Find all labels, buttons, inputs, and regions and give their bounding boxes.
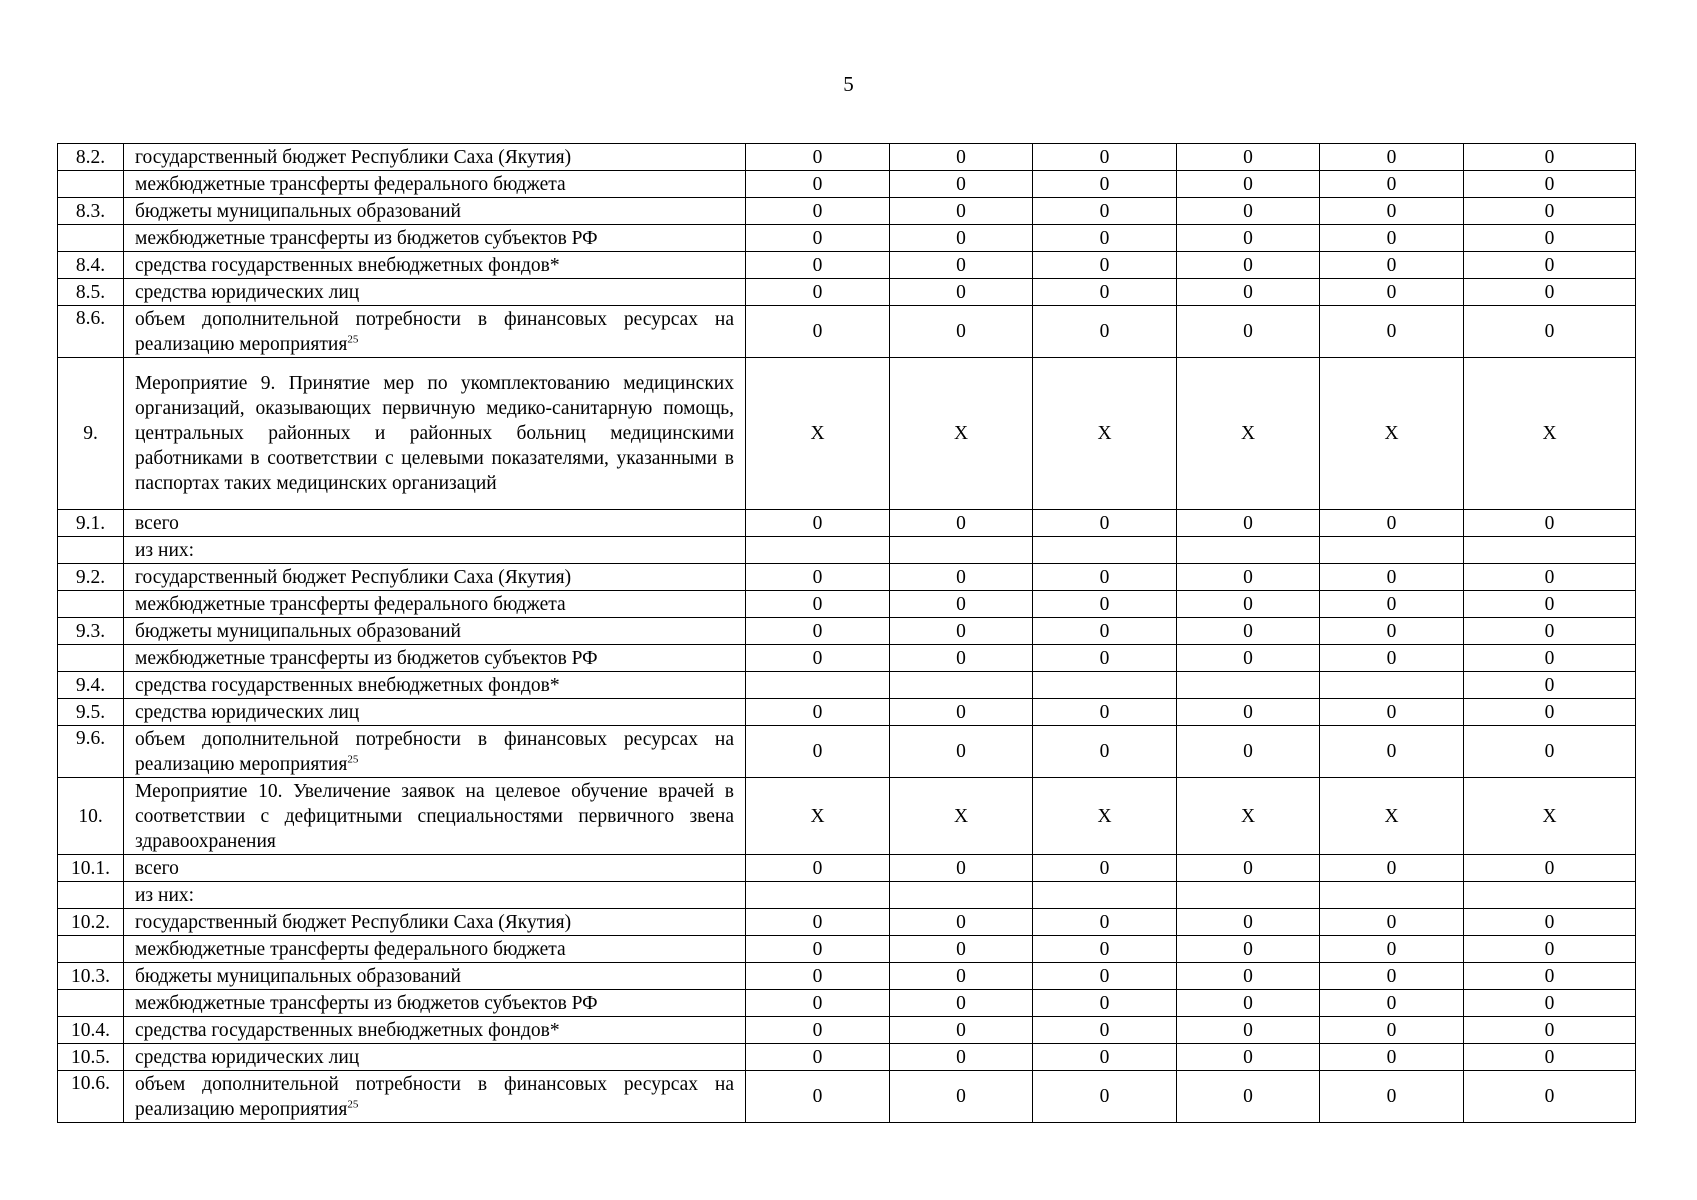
- row-number: 9.5.: [58, 699, 124, 726]
- value-cell: 0: [890, 1017, 1033, 1044]
- value-cell: 0: [890, 306, 1033, 358]
- value-cell: 0: [1464, 618, 1636, 645]
- value-cell: Х: [1033, 778, 1177, 855]
- value-cell: 0: [1033, 618, 1177, 645]
- value-cell: 0: [1464, 144, 1636, 171]
- value-cell: [1177, 537, 1320, 564]
- value-cell: 0: [1177, 1071, 1320, 1123]
- value-cell: 0: [1320, 591, 1464, 618]
- row-label: [124, 726, 746, 778]
- value-cell: [1464, 537, 1636, 564]
- value-cell: [1320, 672, 1464, 699]
- value-cell: 0: [746, 618, 890, 645]
- row-number: [58, 171, 124, 198]
- value-cell: 0: [1177, 306, 1320, 358]
- value-cell: 0: [746, 645, 890, 672]
- value-cell: 0: [1320, 306, 1464, 358]
- value-cell: 0: [746, 909, 890, 936]
- table-row: [58, 936, 1636, 963]
- value-cell: 0: [1177, 144, 1320, 171]
- footnote-marker: 25: [347, 333, 359, 345]
- value-cell: 0: [890, 252, 1033, 279]
- value-cell: 0: [746, 1017, 890, 1044]
- value-cell: 0: [1033, 936, 1177, 963]
- value-cell: 0: [1320, 1017, 1464, 1044]
- value-cell: Х: [1464, 358, 1636, 510]
- value-cell: 0: [1464, 171, 1636, 198]
- value-cell: 0: [890, 909, 1033, 936]
- row-label: [124, 882, 746, 909]
- value-cell: 0: [746, 306, 890, 358]
- row-label: [124, 855, 746, 882]
- value-cell: 0: [746, 279, 890, 306]
- value-cell: 0: [1320, 171, 1464, 198]
- row-label-text: объем дополнительной потребности в финансовых ресурсах на реализацию мероприятия: [135, 728, 734, 775]
- value-cell: [1033, 882, 1177, 909]
- value-cell: 0: [746, 171, 890, 198]
- row-label: [124, 537, 746, 564]
- value-cell: 0: [1320, 252, 1464, 279]
- row-number: 8.5.: [58, 279, 124, 306]
- value-cell: Х: [890, 778, 1033, 855]
- value-cell: 0: [1033, 645, 1177, 672]
- row-number: 8.3.: [58, 198, 124, 225]
- value-cell: 0: [1033, 564, 1177, 591]
- row-label: [124, 909, 746, 936]
- value-cell: 0: [1464, 198, 1636, 225]
- value-cell: 0: [1177, 726, 1320, 778]
- value-cell: 0: [1464, 963, 1636, 990]
- row-number: 9.3.: [58, 618, 124, 645]
- row-label-text: объем дополнительной потребности в финансовых ресурсах на реализацию мероприятия: [135, 308, 734, 355]
- value-cell: 0: [1320, 144, 1464, 171]
- page-number: 5: [843, 72, 854, 96]
- value-cell: 0: [890, 1044, 1033, 1071]
- footnote-marker: 25: [347, 753, 359, 765]
- value-cell: 0: [1033, 1017, 1177, 1044]
- value-cell: 0: [1033, 726, 1177, 778]
- row-label: [124, 618, 746, 645]
- table-row: [58, 1071, 1636, 1123]
- row-label-text: средства юридических лиц: [135, 281, 360, 303]
- row-label-text: государственный бюджет Республики Саха (Якутия): [135, 146, 572, 168]
- row-label-text: средства государственных внебюджетных фондов*: [135, 254, 560, 276]
- table-row: [58, 144, 1636, 171]
- value-cell: 0: [1464, 855, 1636, 882]
- value-cell: [1320, 882, 1464, 909]
- row-number: 10.: [58, 778, 124, 855]
- row-label: [124, 279, 746, 306]
- row-label-text: межбюджетные трансферты федерального бюджета: [135, 938, 566, 960]
- value-cell: 0: [1320, 279, 1464, 306]
- row-label: [124, 144, 746, 171]
- value-cell: 0: [890, 225, 1033, 252]
- row-label-text: межбюджетные трансферты из бюджетов субъектов РФ: [135, 992, 598, 1014]
- table-body: [58, 144, 1636, 1123]
- value-cell: 0: [1464, 909, 1636, 936]
- row-label-text: объем дополнительной потребности в финансовых ресурсах на реализацию мероприятия: [135, 1073, 734, 1120]
- value-cell: 0: [1033, 252, 1177, 279]
- table-row: [58, 778, 1636, 855]
- value-cell: [1320, 537, 1464, 564]
- row-number: 9.6.: [58, 726, 124, 778]
- value-cell: 0: [746, 990, 890, 1017]
- row-number: [58, 591, 124, 618]
- row-number: [58, 537, 124, 564]
- value-cell: 0: [890, 936, 1033, 963]
- value-cell: 0: [1033, 963, 1177, 990]
- table-row: [58, 591, 1636, 618]
- value-cell: 0: [1033, 171, 1177, 198]
- value-cell: 0: [1177, 591, 1320, 618]
- value-cell: 0: [1177, 279, 1320, 306]
- value-cell: 0: [1033, 990, 1177, 1017]
- value-cell: Х: [1464, 778, 1636, 855]
- row-label: [124, 591, 746, 618]
- value-cell: 0: [1464, 726, 1636, 778]
- row-label-text: государственный бюджет Республики Саха (Якутия): [135, 566, 572, 588]
- value-cell: 0: [1464, 1071, 1636, 1123]
- value-cell: Х: [746, 778, 890, 855]
- row-number: 9.: [58, 358, 124, 510]
- value-cell: 0: [1320, 1071, 1464, 1123]
- value-cell: 0: [1177, 618, 1320, 645]
- row-label: [124, 358, 746, 510]
- row-label: [124, 306, 746, 358]
- table-row: [58, 252, 1636, 279]
- value-cell: 0: [746, 963, 890, 990]
- value-cell: 0: [1177, 1044, 1320, 1071]
- value-cell: 0: [1033, 144, 1177, 171]
- table-row: [58, 1044, 1636, 1071]
- value-cell: [1033, 537, 1177, 564]
- value-cell: 0: [1464, 936, 1636, 963]
- row-label-text: межбюджетные трансферты из бюджетов субъектов РФ: [135, 227, 598, 249]
- table-row: [58, 306, 1636, 358]
- table-row: [58, 225, 1636, 252]
- value-cell: [1033, 672, 1177, 699]
- value-cell: [1464, 882, 1636, 909]
- value-cell: 0: [1320, 645, 1464, 672]
- row-label-text: государственный бюджет Республики Саха (Якутия): [135, 911, 572, 933]
- value-cell: 0: [1320, 990, 1464, 1017]
- row-number: [58, 645, 124, 672]
- value-cell: 0: [890, 144, 1033, 171]
- row-number: 8.6.: [58, 306, 124, 358]
- row-number: 10.4.: [58, 1017, 124, 1044]
- value-cell: 0: [890, 279, 1033, 306]
- row-label: [124, 936, 746, 963]
- value-cell: 0: [746, 225, 890, 252]
- value-cell: Х: [1177, 358, 1320, 510]
- value-cell: 0: [1033, 306, 1177, 358]
- row-label-text: бюджеты муниципальных образований: [135, 200, 461, 222]
- row-number: 10.3.: [58, 963, 124, 990]
- footnote-marker: 25: [347, 1098, 359, 1110]
- value-cell: 0: [890, 855, 1033, 882]
- value-cell: 0: [1464, 672, 1636, 699]
- value-cell: 0: [1464, 1044, 1636, 1071]
- value-cell: Х: [1177, 778, 1320, 855]
- row-label-text: всего: [135, 512, 179, 534]
- value-cell: 0: [1177, 1017, 1320, 1044]
- value-cell: 0: [1177, 645, 1320, 672]
- table-row: [58, 564, 1636, 591]
- table-row: [58, 279, 1636, 306]
- row-label: [124, 778, 746, 855]
- value-cell: 0: [746, 144, 890, 171]
- row-label-text: средства юридических лиц: [135, 1046, 360, 1068]
- value-cell: 0: [1177, 252, 1320, 279]
- row-label: [124, 510, 746, 537]
- value-cell: [890, 672, 1033, 699]
- value-cell: 0: [890, 198, 1033, 225]
- value-cell: 0: [890, 591, 1033, 618]
- row-label-text: из них:: [135, 539, 195, 561]
- row-number: 10.2.: [58, 909, 124, 936]
- value-cell: 0: [1320, 510, 1464, 537]
- value-cell: [890, 537, 1033, 564]
- value-cell: 0: [890, 699, 1033, 726]
- table-row: [58, 699, 1636, 726]
- value-cell: 0: [1033, 1071, 1177, 1123]
- value-cell: 0: [1320, 564, 1464, 591]
- value-cell: 0: [1033, 699, 1177, 726]
- value-cell: 0: [1177, 564, 1320, 591]
- value-cell: 0: [1177, 936, 1320, 963]
- row-label-text: межбюджетные трансферты федерального бюджета: [135, 173, 566, 195]
- value-cell: Х: [746, 358, 890, 510]
- value-cell: 0: [1320, 225, 1464, 252]
- value-cell: 0: [1464, 990, 1636, 1017]
- value-cell: Х: [1320, 358, 1464, 510]
- value-cell: 0: [746, 252, 890, 279]
- value-cell: 0: [1464, 699, 1636, 726]
- row-label: [124, 963, 746, 990]
- row-label-text: бюджеты муниципальных образований: [135, 965, 461, 987]
- value-cell: 0: [890, 564, 1033, 591]
- row-label: [124, 225, 746, 252]
- value-cell: 0: [1464, 306, 1636, 358]
- value-cell: Х: [890, 358, 1033, 510]
- value-cell: 0: [1320, 699, 1464, 726]
- value-cell: 0: [1320, 726, 1464, 778]
- value-cell: [746, 537, 890, 564]
- value-cell: 0: [746, 1044, 890, 1071]
- financing-table: [57, 143, 1636, 1123]
- value-cell: 0: [1464, 225, 1636, 252]
- table-row: [58, 672, 1636, 699]
- value-cell: 0: [890, 1071, 1033, 1123]
- value-cell: 0: [746, 855, 890, 882]
- value-cell: 0: [1177, 990, 1320, 1017]
- value-cell: [746, 882, 890, 909]
- value-cell: 0: [1464, 591, 1636, 618]
- value-cell: 0: [890, 645, 1033, 672]
- value-cell: 0: [1464, 564, 1636, 591]
- row-number: [58, 990, 124, 1017]
- table-row: [58, 510, 1636, 537]
- row-label-text: межбюджетные трансферты федерального бюджета: [135, 593, 566, 615]
- value-cell: 0: [1177, 963, 1320, 990]
- value-cell: 0: [1320, 963, 1464, 990]
- row-number: 9.2.: [58, 564, 124, 591]
- table-row: [58, 882, 1636, 909]
- table-row: [58, 358, 1636, 510]
- value-cell: 0: [1033, 591, 1177, 618]
- value-cell: 0: [890, 726, 1033, 778]
- row-label: [124, 564, 746, 591]
- row-label: [124, 699, 746, 726]
- value-cell: 0: [1464, 252, 1636, 279]
- value-cell: 0: [746, 1071, 890, 1123]
- value-cell: [746, 672, 890, 699]
- table-row: [58, 963, 1636, 990]
- row-number: 8.2.: [58, 144, 124, 171]
- value-cell: 0: [1033, 855, 1177, 882]
- value-cell: 0: [1464, 1017, 1636, 1044]
- row-label: [124, 171, 746, 198]
- row-label-text: средства государственных внебюджетных фондов*: [135, 1019, 560, 1041]
- row-label: [124, 252, 746, 279]
- value-cell: 0: [890, 990, 1033, 1017]
- row-label-text: межбюджетные трансферты из бюджетов субъектов РФ: [135, 647, 598, 669]
- row-number: [58, 882, 124, 909]
- value-cell: 0: [1033, 510, 1177, 537]
- value-cell: [890, 882, 1033, 909]
- value-cell: 0: [1464, 279, 1636, 306]
- row-label: [124, 672, 746, 699]
- row-number: 10.5.: [58, 1044, 124, 1071]
- row-number: 9.1.: [58, 510, 124, 537]
- value-cell: 0: [890, 618, 1033, 645]
- row-label: [124, 645, 746, 672]
- value-cell: 0: [1177, 198, 1320, 225]
- value-cell: 0: [746, 564, 890, 591]
- value-cell: 0: [1177, 855, 1320, 882]
- value-cell: 0: [1320, 855, 1464, 882]
- table-row: [58, 909, 1636, 936]
- value-cell: 0: [1033, 198, 1177, 225]
- value-cell: 0: [746, 510, 890, 537]
- value-cell: 0: [1320, 618, 1464, 645]
- value-cell: [1177, 882, 1320, 909]
- row-label-text: из них:: [135, 884, 195, 906]
- value-cell: Х: [1033, 358, 1177, 510]
- value-cell: 0: [1320, 936, 1464, 963]
- value-cell: 0: [1177, 909, 1320, 936]
- value-cell: 0: [746, 699, 890, 726]
- row-label-text: средства юридических лиц: [135, 701, 360, 723]
- value-cell: 0: [1177, 510, 1320, 537]
- value-cell: 0: [1320, 1044, 1464, 1071]
- row-number: [58, 225, 124, 252]
- table-row: [58, 645, 1636, 672]
- value-cell: 0: [890, 510, 1033, 537]
- value-cell: 0: [746, 936, 890, 963]
- row-label-text: всего: [135, 857, 179, 879]
- value-cell: [1177, 672, 1320, 699]
- row-label: [124, 1071, 746, 1123]
- row-number: 10.6.: [58, 1071, 124, 1123]
- value-cell: 0: [1033, 225, 1177, 252]
- table-row: [58, 171, 1636, 198]
- row-number: 10.1.: [58, 855, 124, 882]
- value-cell: 0: [746, 198, 890, 225]
- row-number: 9.4.: [58, 672, 124, 699]
- row-label-text: бюджеты муниципальных образований: [135, 620, 461, 642]
- value-cell: 0: [746, 726, 890, 778]
- row-label-text: Мероприятие 10. Увеличение заявок на целевое обучение врачей в соответствии с дефицитными специальностями первичного звена здравоохранения: [135, 780, 734, 852]
- table-row: [58, 198, 1636, 225]
- value-cell: 0: [1177, 699, 1320, 726]
- row-label-text: Мероприятие 9. Принятие мер по укомплектованию медицинских организаций, оказывающих первичную медико-санитарную помощь, центральных районных и районных больниц медицинскими работниками в соответствии с целевыми показателями, указанными в паспортах таких медицинских организаций: [135, 373, 734, 494]
- value-cell: 0: [1464, 510, 1636, 537]
- table-row: [58, 537, 1636, 564]
- row-label: [124, 990, 746, 1017]
- value-cell: 0: [1320, 909, 1464, 936]
- value-cell: 0: [1033, 909, 1177, 936]
- value-cell: 0: [1464, 645, 1636, 672]
- row-label: [124, 1017, 746, 1044]
- value-cell: 0: [890, 171, 1033, 198]
- table-row: [58, 618, 1636, 645]
- table-row: [58, 855, 1636, 882]
- table-row: [58, 990, 1636, 1017]
- value-cell: 0: [1177, 225, 1320, 252]
- row-label: [124, 1044, 746, 1071]
- value-cell: 0: [890, 963, 1033, 990]
- value-cell: 0: [1177, 171, 1320, 198]
- row-number: [58, 936, 124, 963]
- value-cell: 0: [1320, 198, 1464, 225]
- table-row: [58, 1017, 1636, 1044]
- value-cell: 0: [1033, 1044, 1177, 1071]
- row-label: [124, 198, 746, 225]
- row-label-text: средства государственных внебюджетных фондов*: [135, 674, 560, 696]
- value-cell: 0: [746, 591, 890, 618]
- table-row: [58, 726, 1636, 778]
- row-number: 8.4.: [58, 252, 124, 279]
- value-cell: 0: [1033, 279, 1177, 306]
- value-cell: Х: [1320, 778, 1464, 855]
